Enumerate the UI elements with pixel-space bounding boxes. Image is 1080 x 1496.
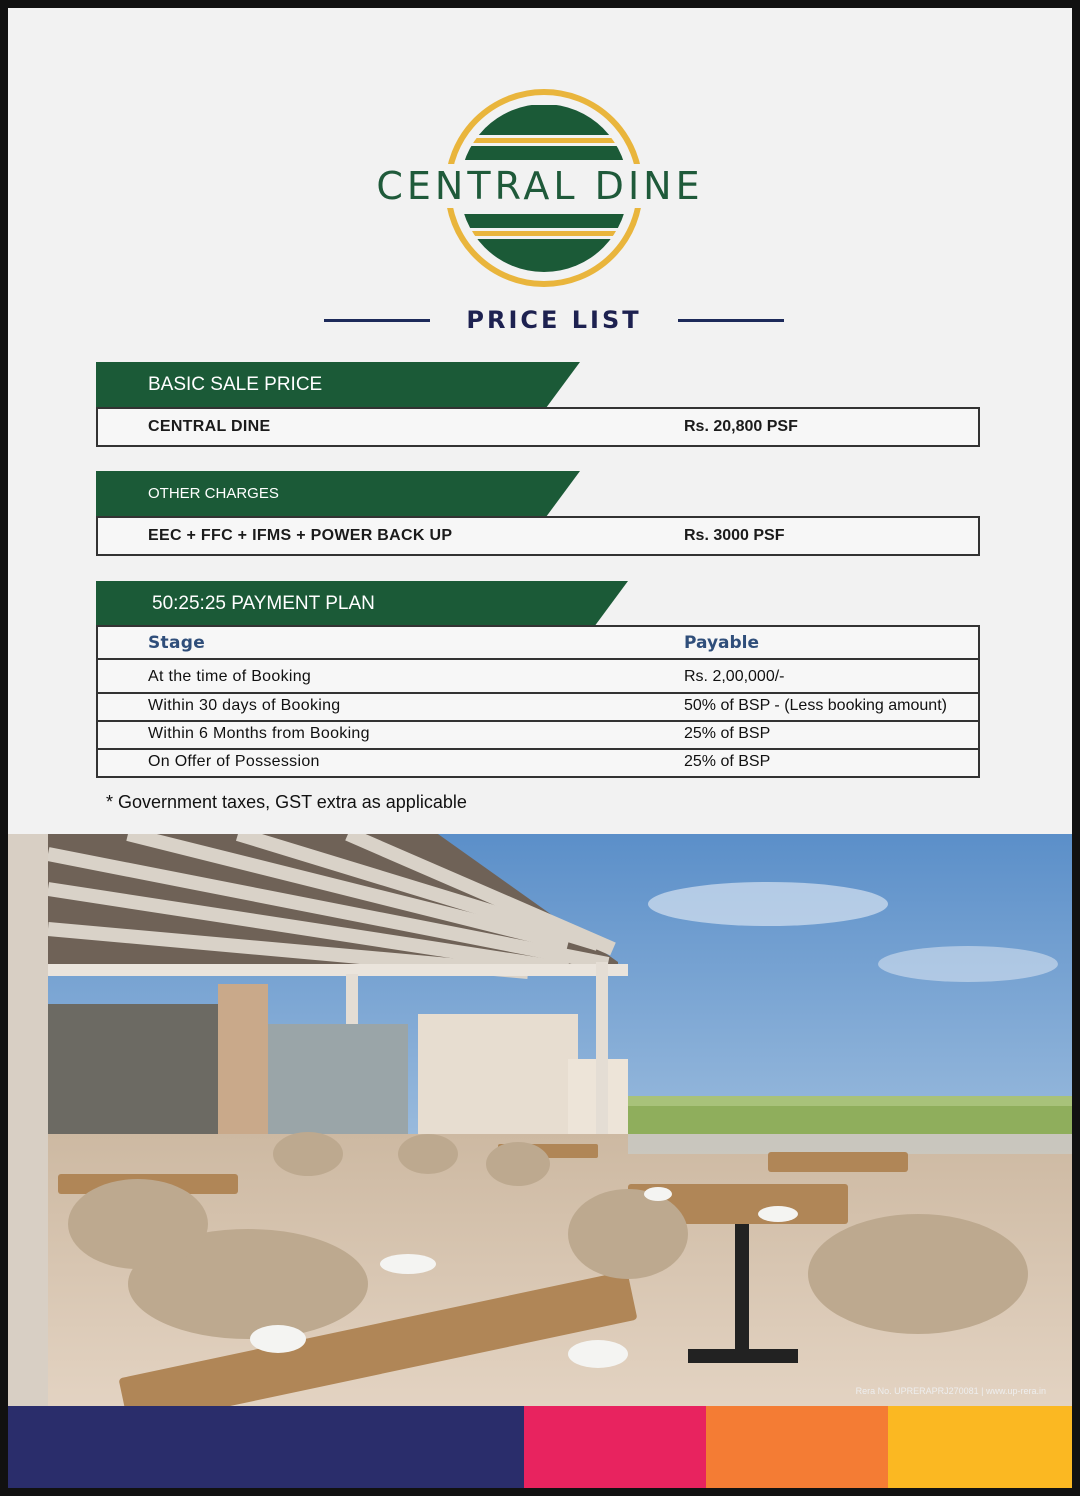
payable-cell: 50% of BSP - (Less booking amount) <box>684 697 947 714</box>
table-header <box>98 627 978 658</box>
orange-bar <box>706 1406 888 1488</box>
table-row <box>98 518 978 554</box>
section-title: OTHER CHARGES <box>148 485 279 502</box>
stage-cell: On Offer of Possession <box>148 753 320 770</box>
payable-cell: 25% of BSP <box>684 725 771 742</box>
price-list-heading <box>324 300 784 340</box>
table-row <box>98 658 978 692</box>
other-charges-header <box>96 471 546 517</box>
price-list-page <box>8 8 1072 1488</box>
divider-right <box>678 319 784 322</box>
other-charges-box <box>96 516 980 556</box>
stage-cell: Within 30 days of Booking <box>148 697 341 714</box>
col-payable: Payable <box>684 633 760 653</box>
table-row <box>98 748 978 776</box>
section-title: BASIC SALE PRICE <box>148 374 323 395</box>
restaurant-terrace-photo <box>8 834 1072 1406</box>
pink-bar <box>524 1406 706 1488</box>
brand-name: CENTRAL DINE <box>8 164 1072 208</box>
yellow-bar <box>888 1406 1072 1488</box>
payment-plan-table <box>96 625 980 778</box>
table-row <box>98 720 978 748</box>
payment-plan-header <box>96 581 594 627</box>
basic-sale-price-box <box>96 407 980 447</box>
price-list-title: PRICE LIST <box>466 306 642 334</box>
stage-cell: Within 6 Months from Booking <box>148 725 370 742</box>
tax-note: * Government taxes, GST extra as applicable <box>106 792 467 812</box>
table-row <box>98 409 978 445</box>
col-stage: Stage <box>148 633 206 653</box>
item-label: EEC + FFC + IFMS + POWER BACK UP <box>148 527 453 544</box>
color-bar-strip <box>8 1406 1072 1488</box>
basic-sale-price-header <box>96 362 546 408</box>
item-label: CENTRAL DINE <box>148 418 271 435</box>
table-row <box>98 692 978 720</box>
navy-bar <box>8 1406 524 1488</box>
payable-cell: Rs. 2,00,000/- <box>684 668 785 685</box>
stage-cell: At the time of Booking <box>148 668 312 685</box>
item-price: Rs. 3000 PSF <box>684 527 785 544</box>
payable-cell: 25% of BSP <box>684 753 771 770</box>
section-title: 50:25:25 PAYMENT PLAN <box>152 593 375 614</box>
rera-registration: Rera No. UPRERAPRJ270081 | www.up-rera.in <box>855 1386 1046 1396</box>
item-price: Rs. 20,800 PSF <box>684 418 798 435</box>
